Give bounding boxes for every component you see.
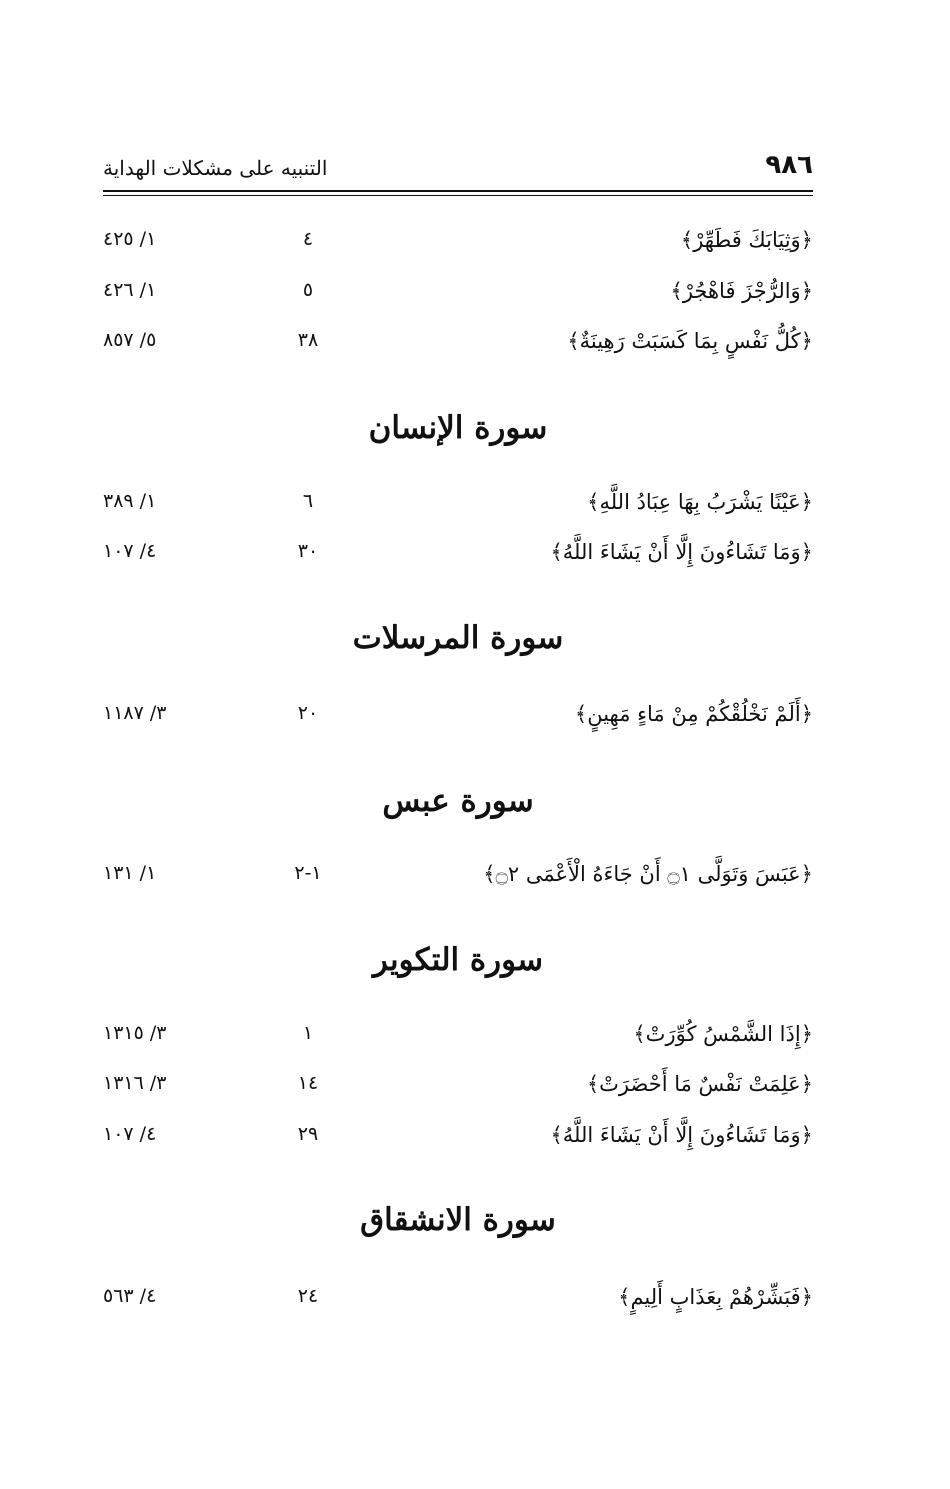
verse-number: ٥ xyxy=(302,279,314,301)
volume-page-ref: ١/ ١٣١ xyxy=(103,862,157,884)
header-rule-thin xyxy=(103,195,813,196)
verse-number: ١٤ xyxy=(297,1072,319,1094)
verse-row xyxy=(103,1123,813,1157)
verse-text: ﴿إِذَا الشَّمْسُ كُوِّرَتْ﴾ xyxy=(633,1022,813,1046)
verse-text: ﴿كُلُّ نَفْسٍ بِمَا كَسَبَتْ رَهِينَةٌ﴾ xyxy=(567,329,813,353)
verse-text: ﴿وَثِيَابَكَ فَطَهِّرْ﴾ xyxy=(680,228,813,252)
verse-text: ﴿أَلَمْ نَخْلُقْكُمْ مِنْ مَاءٍ مَهِينٍ﴾ xyxy=(574,702,813,726)
verse-row xyxy=(103,862,813,896)
book-title: التنبيه على مشكلات الهداية xyxy=(103,156,328,180)
verse-number: ٢٤ xyxy=(297,1285,319,1307)
volume-page-ref: ٤/ ١٠٧ xyxy=(103,1123,157,1145)
verse-text: ﴿وَمَا تَشَاءُونَ إِلَّا أَنْ يَشَاءَ اللَّهُ﴾ xyxy=(550,1123,813,1147)
verse-row xyxy=(103,702,813,736)
volume-page-ref: ٣/ ١٣١٥ xyxy=(103,1022,167,1044)
verse-row xyxy=(103,1285,813,1319)
verse-text: ﴿فَبَشِّرْهُمْ بِعَذَابٍ أَلِيمٍ﴾ xyxy=(618,1285,813,1309)
volume-page-ref: ١/ ٤٢٦ xyxy=(103,279,157,301)
verse-row xyxy=(103,1072,813,1106)
page-header xyxy=(103,150,813,194)
volume-page-ref: ٣/ ١٣١٦ xyxy=(103,1072,167,1094)
volume-page-ref: ٤/ ١٠٧ xyxy=(103,540,157,562)
volume-page-ref: ٤/ ٥٦٣ xyxy=(103,1285,157,1307)
volume-page-ref: ١/ ٤٢٥ xyxy=(103,228,157,250)
verse-text: ﴿عَيْنًا يَشْرَبُ بِهَا عِبَادُ اللَّهِ﴾ xyxy=(587,490,813,514)
verse-number: ٦ xyxy=(302,490,314,512)
verse-row xyxy=(103,1022,813,1056)
verse-number: ٢٩ xyxy=(297,1123,319,1145)
verse-text: ﴿عَلِمَتْ نَفْسٌ مَا أَحْضَرَتْ﴾ xyxy=(586,1072,813,1096)
surah-title: سورة الانشقاق xyxy=(360,1202,556,1238)
volume-page-ref: ٥/ ٨٥٧ xyxy=(103,329,157,351)
verse-row xyxy=(103,279,813,313)
verse-number: ٣٨ xyxy=(297,329,319,351)
verse-number: ٣٠ xyxy=(297,540,319,562)
surah-title: سورة الإنسان xyxy=(368,410,548,446)
volume-page-ref: ٣/ ١١٨٧ xyxy=(103,702,167,724)
verse-text: ﴿عَبَسَ وَتَوَلَّى ۝١ أَنْ جَاءَهُ الْأَعْمَى ۝٢﴾ xyxy=(483,862,813,886)
verse-row xyxy=(103,490,813,524)
surah-title: سورة المرسلات xyxy=(352,620,564,656)
verse-row xyxy=(103,228,813,262)
page-number: ٩٨٦ xyxy=(765,150,813,180)
verse-row xyxy=(103,329,813,363)
verse-number: ١-٢ xyxy=(294,862,322,884)
verse-number: ٢٠ xyxy=(297,702,319,724)
header-rule xyxy=(103,190,813,192)
verse-number: ٤ xyxy=(302,228,314,250)
verse-row xyxy=(103,540,813,574)
verse-text: ﴿وَمَا تَشَاءُونَ إِلَّا أَنْ يَشَاءَ اللَّهُ﴾ xyxy=(550,540,813,564)
surah-title: سورة عبس xyxy=(382,783,534,819)
volume-page-ref: ١/ ٣٨٩ xyxy=(103,490,157,512)
verse-number: ١ xyxy=(302,1022,314,1044)
verse-text: ﴿وَالرُّجْزَ فَاهْجُرْ﴾ xyxy=(670,279,813,303)
surah-title: سورة التكوير xyxy=(372,942,544,978)
